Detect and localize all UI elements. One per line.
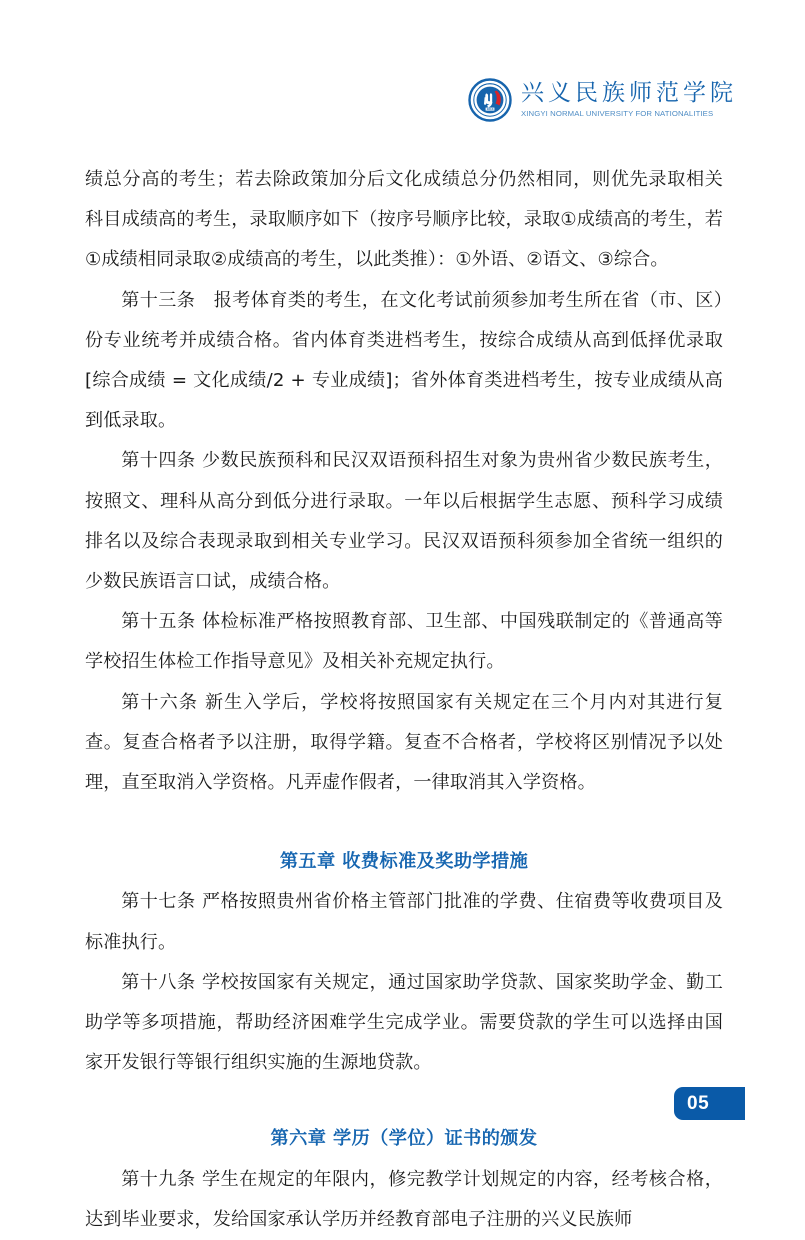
section-spacer bbox=[85, 1083, 723, 1119]
paragraph-article-19: 第十九条 学生在规定的年限内，修完教学计划规定的内容，经考核合格，达到毕业要求，发给国家承认学历并经教育部电子注册的兴义民族师 bbox=[85, 1168, 723, 1230]
svg-text:1813: 1813 bbox=[486, 107, 494, 112]
paragraph-article-13: 第十三条 报考体育类的考生，在文化考试前须参加考生所在省（市、区）份专业统考并成绩合格。省内体育类进档考生，按综合成绩从高到低择优录取[综合成绩 = 文化成绩/2 + 专业成绩]；省外体育类进档考生，按专业成绩从高到低录取。 bbox=[85, 289, 723, 432]
page-number-badge bbox=[674, 1087, 745, 1120]
paragraph-article-15: 第十五条 体检标准严格按照教育部、卫生部、中国残联制定的《普通高等学校招生体检工作指导意见》及相关补充规定执行。 bbox=[85, 611, 723, 673]
university-seal-icon bbox=[468, 78, 512, 122]
paragraph-article-18: 第十八条 学校按国家有关规定，通过国家助学贷款、国家奖助学金、勤工助学等多项措施，帮助经济困难学生完成学业。需要贷款的学生可以选择由国家开发银行等银行组织实施的生源地贷款。 bbox=[85, 971, 723, 1074]
paragraph-article-17: 第十七条 严格按照贵州省价格主管部门批准的学费、住宿费等收费项目及标准执行。 bbox=[85, 891, 723, 953]
chapter-heading-6: 第六章 学历（学位）证书的颁发 bbox=[270, 1128, 538, 1150]
paragraph-continued: 绩总分高的考生；若去除政策加分后文化成绩总分仍然相同，则优先录取相关科目成绩高的考生，录取顺序如下（按序号顺序比较，录取①成绩高的考生，若①成绩相同录取②成绩高的考生，以此类推）：①外语、②语文、③综合。 bbox=[85, 169, 723, 271]
page-number: 05 bbox=[687, 1093, 710, 1114]
university-name-cn: 兴义民族师范学院 bbox=[521, 80, 737, 107]
chapter-heading-5: 第五章 收费标准及奖助学措施 bbox=[279, 851, 529, 873]
university-name-en: XINGYI NORMAL UNIVERSITY FOR NATIONALITIES bbox=[521, 108, 714, 118]
document-body bbox=[85, 160, 723, 1240]
document-header bbox=[468, 78, 737, 122]
paragraph-article-14: 第十四条 少数民族预科和民汉双语预科招生对象为贵州省少数民族考生，按照文、理科从高分到低分进行录取。一年以后根据学生志愿、预科学习成绩排名以及综合表现录取到相关专业学习。民汉双语预科须参加全省统一组织的少数民族语言口试，成绩合格。 bbox=[85, 450, 723, 593]
paragraph-article-16: 第十六条 新生入学后，学校将按照国家有关规定在三个月内对其进行复查。复查合格者予以注册，取得学籍。复查不合格者，学校将区别情况予以处理，直至取消入学资格。凡弄虚作假者，一律取消其入学资格。 bbox=[85, 691, 723, 794]
section-spacer bbox=[85, 803, 723, 842]
university-wordmark bbox=[521, 81, 737, 119]
